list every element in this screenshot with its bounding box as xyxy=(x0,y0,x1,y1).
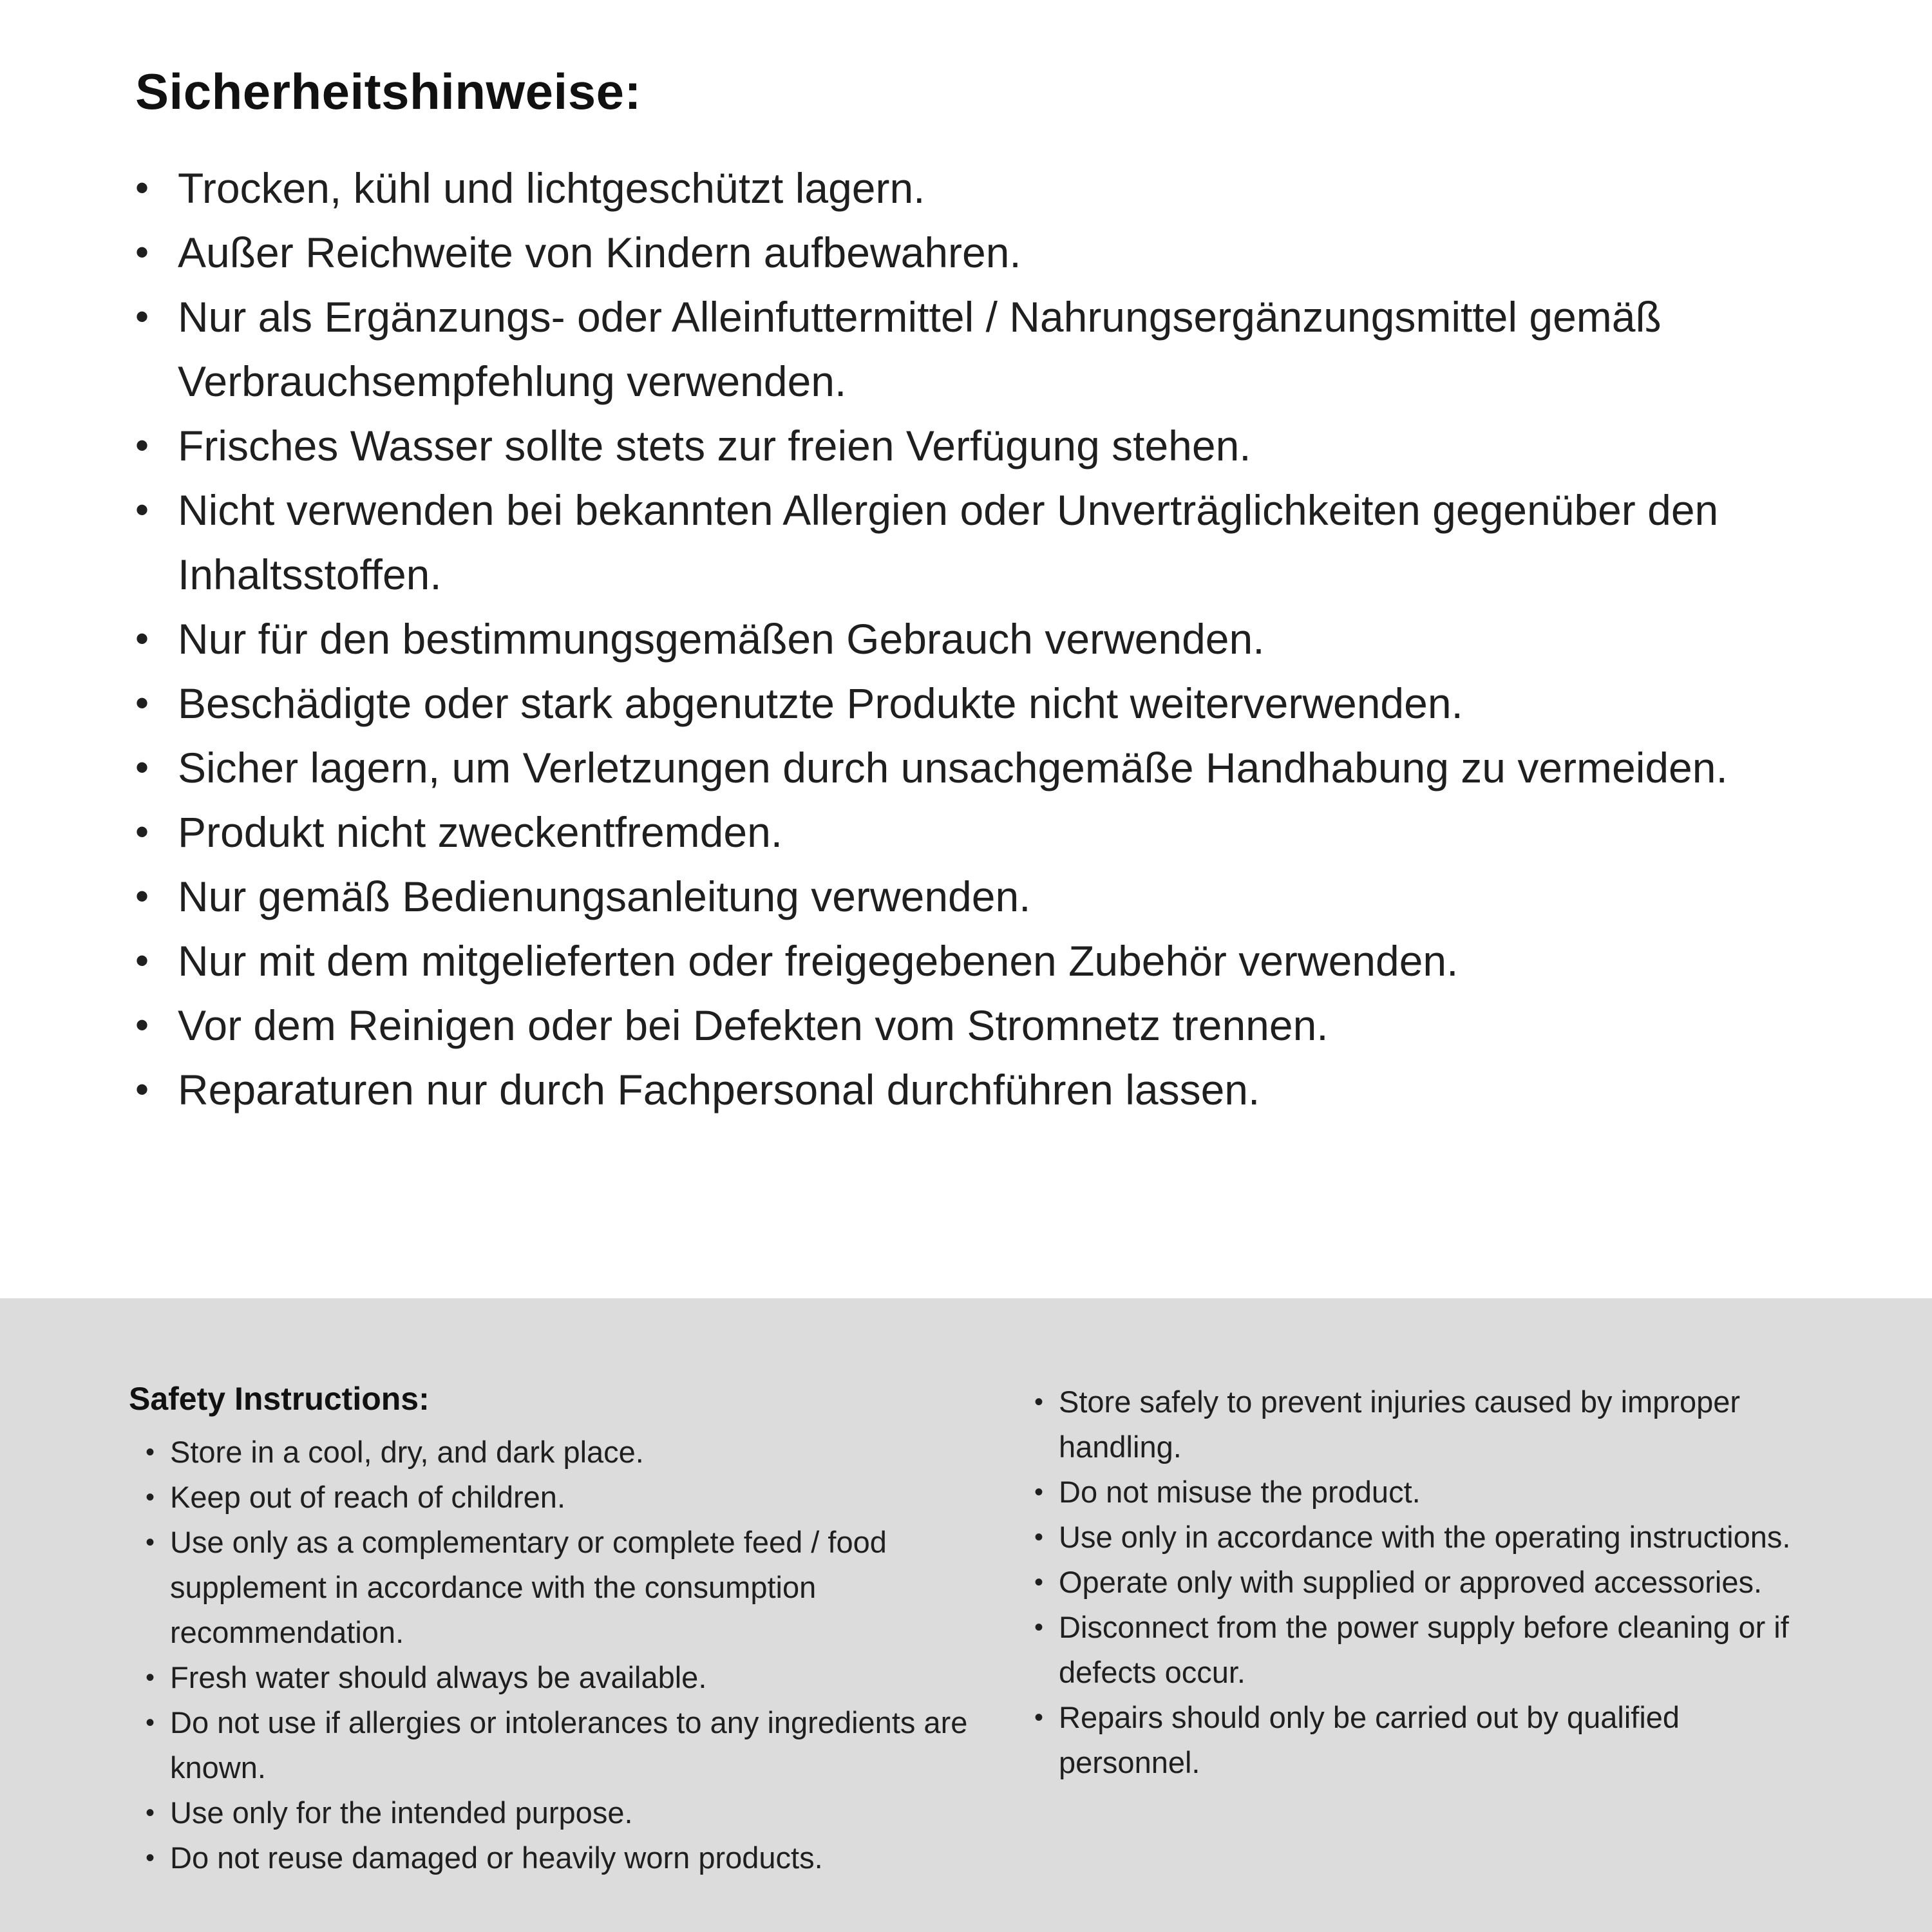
bullet-marker: • xyxy=(1034,1703,1044,1732)
list-item xyxy=(135,1057,1732,1122)
list-item xyxy=(135,285,1732,413)
bullet-marker: • xyxy=(135,423,149,467)
list-item xyxy=(135,220,1732,285)
list-item-text: Vor dem Reinigen oder bei Defekten vom Stromnetz trennen. xyxy=(178,1001,1329,1049)
list-item-text: Do not misuse the product. xyxy=(1059,1475,1421,1509)
german-heading: Sicherheitshinweise: xyxy=(135,63,641,120)
bullet-marker: • xyxy=(135,745,149,789)
list-item-text: Use only in accordance with the operating instructions. xyxy=(1059,1520,1791,1554)
list-item-text: Do not reuse damaged or heavily worn products. xyxy=(170,1841,823,1875)
list-item-text: Do not use if allergies or intolerances to any ingredients are known. xyxy=(170,1705,968,1785)
bullet-marker: • xyxy=(135,681,149,724)
english-right-list xyxy=(1034,1379,1801,1785)
list-item-text: Beschädigte oder stark abgenutzte Produkte nicht weiterverwenden. xyxy=(178,679,1463,727)
bullet-marker: • xyxy=(146,1709,155,1737)
list-item xyxy=(135,929,1732,993)
english-heading: Safety Instructions: xyxy=(129,1381,430,1417)
english-right-column xyxy=(1034,1378,1801,1785)
list-item xyxy=(135,864,1732,929)
list-item xyxy=(146,1430,972,1475)
bullet-marker: • xyxy=(135,874,149,918)
bullet-marker: • xyxy=(135,488,149,531)
list-item-text: Store safely to prevent injuries caused by improper handling. xyxy=(1059,1385,1741,1464)
list-item-text: Use only as a complementary or complete feed / food supplement in accordance with the consumption recommendation. xyxy=(170,1525,887,1649)
bullet-marker: • xyxy=(146,1799,155,1827)
bullet-marker: • xyxy=(135,1003,149,1046)
list-item-text: Reparaturen nur durch Fachpersonal durchführen lassen. xyxy=(178,1065,1260,1113)
english-section xyxy=(0,1298,1932,1932)
list-item-text: Frisches Wasser sollte stets zur freien Verfügung stehen. xyxy=(178,421,1251,469)
list-item xyxy=(146,1475,972,1520)
list-item-text: Produkt nicht zweckentfremden. xyxy=(178,808,783,856)
english-left-list xyxy=(146,1430,972,1880)
list-item-text: Nur mit dem mitgelieferten oder freigegebenen Zubehör verwenden. xyxy=(178,936,1459,985)
list-item-text: Trocken, kühl und lichtgeschützt lagern. xyxy=(178,164,925,212)
bullet-marker: • xyxy=(1034,1388,1044,1416)
list-item xyxy=(135,735,1732,800)
list-item-text: Repairs should only be carried out by qualified personnel. xyxy=(1059,1700,1680,1779)
bullet-marker: • xyxy=(146,1528,155,1557)
list-item-text: Sicher lagern, um Verletzungen durch unsachgemäße Handhabung zu vermeiden. xyxy=(178,743,1728,791)
bullet-marker: • xyxy=(135,294,149,338)
list-item-text: Keep out of reach of children. xyxy=(170,1480,566,1514)
list-item xyxy=(1034,1515,1801,1560)
list-item xyxy=(135,413,1732,478)
bullet-marker: • xyxy=(135,616,149,660)
list-item xyxy=(1034,1470,1801,1515)
bullet-marker: • xyxy=(146,1438,155,1466)
list-item-text: Disconnect from the power supply before cleaning or if defects occur. xyxy=(1059,1610,1789,1689)
bullet-marker: • xyxy=(146,1663,155,1692)
bullet-marker: • xyxy=(135,810,149,853)
list-item xyxy=(146,1790,972,1835)
list-item-text: Nur für den bestimmungsgemäßen Gebrauch verwenden. xyxy=(178,614,1265,663)
bullet-marker: • xyxy=(135,166,149,209)
german-safety-list xyxy=(135,156,1732,1122)
list-item-text: Außer Reichweite von Kindern aufbewahren. xyxy=(178,228,1021,276)
bullet-marker: • xyxy=(135,230,149,274)
list-item xyxy=(146,1520,972,1655)
list-item xyxy=(135,800,1732,864)
list-item xyxy=(135,671,1732,735)
bullet-marker: • xyxy=(146,1483,155,1511)
bullet-marker: • xyxy=(1034,1613,1044,1642)
list-item-text: Use only for the intended purpose. xyxy=(170,1795,633,1830)
bullet-marker: • xyxy=(135,938,149,982)
list-item xyxy=(146,1835,972,1880)
list-item-text: Operate only with supplied or approved accessories. xyxy=(1059,1565,1763,1599)
english-left-column xyxy=(129,1378,972,1880)
list-item xyxy=(1034,1605,1801,1695)
list-item-text: Store in a cool, dry, and dark place. xyxy=(170,1435,644,1469)
bullet-marker: • xyxy=(1034,1568,1044,1596)
list-item xyxy=(135,993,1732,1057)
list-item xyxy=(135,607,1732,671)
list-item xyxy=(1034,1695,1801,1785)
list-item xyxy=(146,1700,972,1790)
list-item-text: Fresh water should always be available. xyxy=(170,1660,707,1694)
bullet-marker: • xyxy=(1034,1478,1044,1506)
list-item xyxy=(135,156,1732,220)
list-item xyxy=(1034,1560,1801,1605)
bullet-marker: • xyxy=(1034,1523,1044,1551)
list-item xyxy=(146,1655,972,1700)
list-item-text: Nur gemäß Bedienungsanleitung verwenden. xyxy=(178,872,1031,920)
bullet-marker: • xyxy=(146,1844,155,1872)
list-item xyxy=(1034,1379,1801,1470)
list-item xyxy=(135,478,1732,607)
list-item-text: Nur als Ergänzungs- oder Alleinfuttermittel / Nahrungsergänzungsmittel gemäß Verbrauchsempfehlung verwenden. xyxy=(178,292,1662,405)
bullet-marker: • xyxy=(135,1067,149,1111)
list-item-text: Nicht verwenden bei bekannten Allergien oder Unverträglichkeiten gegenüber den Inhaltsstoffen. xyxy=(178,486,1719,598)
